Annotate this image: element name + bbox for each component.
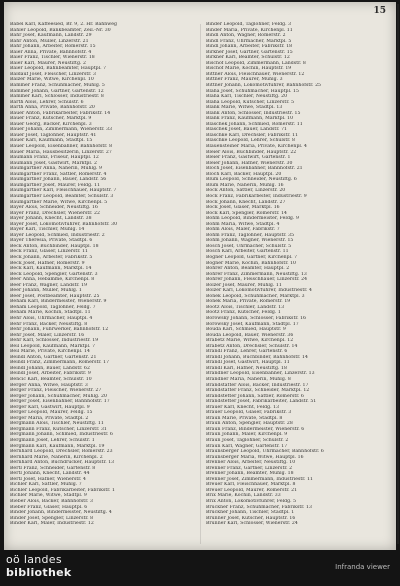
scanned-page [4, 2, 396, 550]
scrollbar[interactable] [397, 4, 399, 544]
directory-entry: Behr Johann, Fuhrwerker, Bahnhofstr. 12 [10, 327, 109, 333]
directory-entry: Blank Marie, Witwe, Stadtpl. 13 [206, 105, 283, 111]
directory-entry: Bleier Johann, Hafner, Wienerstr. 30 [206, 160, 293, 166]
directory-entry: Blaschke Leopold, Lehrer, Schulstr. 8 [206, 138, 295, 144]
directory-entry: Böhm Alois, Maler, Fabrikstr. 7 [206, 227, 280, 233]
directory-entry: Blaschek Johann, Schmied, Römerstr. 11 [206, 121, 303, 127]
directory-entry: Bertl Johann, Knecht, Landstr. 44 [10, 471, 90, 477]
directory-entry: Brunner Josef, Kutscher, Hauptstr. 16 [206, 515, 296, 521]
directory-entry: Bauer Karl, Kaufmann, Stadtpl. 15 [10, 138, 93, 144]
directory-entry: Baier Karl, Maurer, Neustiftg. 2 [10, 60, 86, 66]
directory-entry: Bayer Josef, Lokomotivführer, Bahnhofstr. 30 [10, 221, 118, 227]
directory-entry: Binder Johann, Bindermeister, Neustiftg. 4 [10, 510, 112, 516]
directory-entry: Bergmann Josef, Lehrer, Schulstr. 1 [10, 438, 95, 444]
directory-entry: Blaschke Karl, Drechsler, Fabrikstr. 11 [206, 132, 299, 138]
directory-entry: Brunner Karl, Schlosser, Wienerstr. 24 [206, 521, 298, 527]
directory-entry: Brandstetter Josef, Fabrikarbeiter, Landstr. 51 [206, 399, 317, 405]
directory-entry: Bammer Johann, Gärtner, Gartenstr. 12 [10, 88, 104, 94]
directory-entry: Brix Anton, Lokomotivführer, Feldg. 5 [206, 499, 297, 505]
directory-entry: Berger Johann, Schuhmacher, Mühlg. 20 [10, 393, 107, 399]
directory-entry: Bernhard Marie, Näherin, Kirchenpl. 2 [10, 454, 103, 460]
directory-entry: Birkner Josef, Gärtner, Gartenstr. 15 [206, 49, 293, 55]
column-divider [200, 24, 201, 544]
logo-line-2: bibliothek [6, 566, 72, 579]
logo-line-1: oö landes [6, 553, 62, 566]
directory-entry: Bähr Josef, Kaufmann, Landstr. 29 [10, 33, 92, 39]
directory-entry: Bittner Alois, Fleischhauer, Wienerstr. 12 [206, 71, 305, 77]
directory-entry: Blaschek Josef, Bauer, Landstr. 71 [206, 127, 288, 133]
directory-entry: Brandl Josef, Gastwirt, Hauptpl. 11 [206, 360, 290, 366]
directory-entry: Braunsberger Maria, Witwe, Hauptpl. 16 [206, 454, 304, 460]
directory-entry: Bruckner Johann, Tischler, Stadtpl. 1 [206, 510, 295, 516]
directory-entry: Beer Johann, Müller, Mühlg. 1 [10, 288, 82, 294]
directory-entry: Behr Karl, Schlosser, Industriestr. 19 [10, 338, 99, 344]
directory-entry: Böhm Franz, Taglöhner, Hauptstr. 35 [206, 232, 295, 238]
directory-entry: Bogner Marie, Köchin, Bahnhofstr. 10 [206, 260, 297, 266]
left-column [10, 22, 192, 546]
directory-entry: Bischof Marie, Köchin, Hauptstr. 19 [206, 66, 292, 72]
directory-entry: Bahr Anton, Müller, Linzerstr. 21 [10, 38, 89, 44]
directory-entry: Beil Marie, Private, Kirchenpl. 14 [10, 349, 90, 355]
directory-entry: Bieber Alois, Bäcker, Bahnhofstr. 3 [10, 499, 93, 505]
directory-entry: Bayer Theresia, Private, Stadtpl. 6 [10, 238, 93, 244]
directory-entry: Beck Karl, Kaufmann, Marktpl. 14 [10, 266, 92, 272]
directory-entry: Birkner Karl, Beamter, Schulstr. 12 [206, 55, 290, 61]
directory-entry: Bernhard Anton, Buchdrucker, Hauptstr. 13 [10, 460, 115, 466]
directory-entry: Baier Leopold, Bahnbeamter, Hauptpl. 7 [10, 66, 107, 72]
directory-entry: Brandstetter Johann, Sattler, Römerstr. 6 [206, 393, 304, 399]
directory-entry: Beindl Josef, Arbeiter, Fabrikstr. 9 [10, 371, 91, 377]
directory-entry: Berger Anna, Witwe, Hauptstr. 3 [10, 382, 88, 388]
page-number: 15 [373, 6, 386, 16]
directory-entry: Bolzer Josef, Maurer, Mühlg. 11 [206, 282, 282, 288]
directory-entry: Bauer Leopold, Eisenbahner, Bahnhofstr. 8 [10, 144, 113, 150]
directory-entry: Böhm Leopold, Bindermeister, Feldg. 9 [206, 216, 299, 222]
directory-entry: Braun Johann, Maler, Kirchenpl. 9 [206, 432, 288, 438]
directory-entry: Baumgartner Karl, Fleischhauer, Hauptstr. 7 [10, 188, 117, 194]
directory-entry: Breuer Leopold, Maurer, Römerstr. 21 [206, 487, 298, 493]
directory-entry: Bichler Leopold, Fabrikarbeiter, Fabrikstr. 1 [10, 487, 116, 493]
directory-entry: Bootz Alois, Tischler, Landstr. 13 [206, 304, 285, 310]
directory-entry: Beck Josef, Hafner, Römerstr. 9 [10, 260, 85, 266]
directory-entry: Beindl Johann, Bauer, Landstr. 62 [10, 365, 90, 371]
directory-entry: Bergmann Johann, Schmied, Industriestr. 6 [10, 432, 113, 438]
directory-entry: Blaha Leopold, Kutscher, Linzerstr. 5 [206, 99, 295, 105]
directory-entry: Bichler Marie, Witwe, Stadtpl. 9 [10, 493, 87, 499]
directory-entry: Behr Franz, Bäcker, Neustiftg. 8 [10, 321, 88, 327]
directory-entry: Bleier Alois, Buchbinder, Hauptstr. 22 [206, 149, 297, 155]
directory-entry: Bohrer Anton, Beamter, Hauptpl. 2 [206, 266, 290, 272]
directory-entry: Bittner Johann, Lokomotivführer, Bahnhofstr. 25 [206, 83, 322, 89]
directory-entry: Bertl Franz, Schneider, Gartenstr. 8 [10, 465, 96, 471]
directory-entry: Bohrer Johann, Fleischhauer, Linzerstr. 24 [206, 277, 308, 283]
directory-entry: Borowsky Johann, Schlosser, Fabrikstr. 16 [206, 315, 307, 321]
directory-entry: Beham Leopold, Taglöhner, Feldg. 7 [10, 304, 96, 310]
directory-entry: Brauer Leopold, Glaser, Fabrikstr. 3 [206, 410, 292, 416]
directory-entry: Baumgartner Anna, Näherin, Mühlg. 9 [10, 166, 102, 172]
directory-entry: Bonek Leopold, Schuhmacher, Marktpl. 3 [206, 293, 305, 299]
directory-entry: Bösch Josef, Uhrmacher, Schulstr. 5 [206, 243, 292, 249]
directory-entry: Bock Johann, Knecht, Landstr. 27 [206, 199, 286, 205]
directory-entry: Bammer Franz, Schuhmacher, Mühlg. 5 [10, 83, 105, 89]
directory-entry: Blank Franz, Kaufmann, Marktpl. 10 [206, 116, 294, 122]
directory-entry: Blaha Josef, Schuhmacher, Hauptpl. 15 [206, 88, 299, 94]
directory-entry: Behr Josef, Maler, Linzerstr. 16 [10, 332, 85, 338]
directory-entry: Babel Karl, Kaffeesied, Br. 9, 2. Hr. Bahnweg [10, 22, 118, 27]
directory-entry: Beck Leopold, Spengler, Gartenstr. 3 [10, 271, 98, 277]
directory-entry: Baumgartner Leopold, Beamter, Schulstr. 3 [10, 193, 114, 199]
directory-entry: Beck Johann, Arbeiter, Fabrikstr. 5 [10, 254, 93, 260]
directory-entry: Blum Marie, Näherin, Mühlg. 16 [206, 182, 284, 188]
directory-entry: Bogner Leopold, Gärtner, Kirchenpl. 7 [206, 254, 298, 260]
directory-entry: Brenner Johann, Beamter, Mühlg. 18 [206, 471, 294, 477]
directory-entry: Berger Karl, Gastwirt, Hauptpl. 9 [10, 404, 90, 410]
directory-entry: Bauer Johann, Zimmermann, Wienerstr. 33 [10, 127, 113, 133]
directory-entry: Bichler Karl, Sattler, Mühlg. 7 [10, 482, 82, 488]
directory-entry: Böck Josef, Glaser, Marktpl. 16 [206, 205, 280, 211]
directory-entry: Beck Anton, Buchbinder, Hauptpl. 18 [10, 243, 99, 249]
directory-entry: Bernhard Leopold, Drechsler, Römerstr. 23 [10, 449, 113, 455]
directory-entry: Brandl Franz, Lehrer, Gartenstr. 6 [206, 349, 288, 355]
directory-entry: Brauer Karl, Knecht, Feldg. 13 [206, 404, 280, 410]
directory-entry: Binder Josef, Spengler, Linzerstr. 8 [10, 515, 94, 521]
directory-entry: Beham Karl, Bindermeister, Wienerstr. 9 [10, 299, 107, 305]
directory-entry: Behr Alois, Uhrmacher, Hauptpl. 4 [10, 315, 93, 321]
directory-entry: Bock Anton, Sattler, Linzerstr. 20 [206, 188, 286, 194]
directory-entry: Böhm Johann, Wagner, Wienerstr. 15 [206, 238, 294, 244]
directory-entry: Bock Franz, Fabrikarbeiter, Industriestr. 9 [206, 193, 307, 199]
directory-entry: Blum Leopold, Schneider, Neustiftg. 6 [206, 177, 297, 183]
directory-entry: Binder Karl, Maler, Industriestr. 12 [10, 521, 94, 527]
directory-entry: Breuer Karl, Fleischhauer, Marktpl. 8 [206, 482, 296, 488]
directory-entry: Brandner Maria, Näherin, Mühlg. 8 [206, 377, 291, 382]
directory-entry: Brabetz Marie, Witwe, Kirchenpl. 12 [206, 338, 294, 344]
directory-entry: Baumgartner Marie, Witwe, Kirchenpl. 5 [10, 199, 108, 205]
directory-entry: Bergmann Franz, Kutscher, Linzerstr. 31 [10, 426, 107, 432]
directory-entry: Braun Marie, Private, Stadtpl. 8 [206, 415, 283, 421]
directory-entry: Bolzer Karl, Lokomotivführer, Industriestr. 4 [206, 288, 312, 294]
directory-entry: Bauer Josef, Taglöhner, Hauptstr. 41 [10, 132, 97, 138]
directory-entry: Bayer Johann, Knecht, Landstr. 38 [10, 216, 92, 222]
directory-entry: Beer Anna, Hebamme, Kirchenpl. 8 [10, 277, 95, 283]
directory-entry: Baldauf Josef, Fleischer, Linzerstr. 3 [10, 71, 97, 77]
directory-entry: Braun Karl, Wagner, Gartenstr. 17 [206, 443, 288, 449]
directory-entry: Beil Leopold, Kaufmann, Marktpl. 7 [10, 343, 96, 349]
directory-entry: Bindl Johann, Arbeiter, Fabrikstr. 18 [206, 44, 293, 50]
directory-entry: Brandner Leopold, Eisenbahner, Linzerstr. 13 [206, 371, 315, 377]
directory-entry: Braun Anton, Spengler, Hauptstr. 28 [206, 421, 293, 427]
directory-entry: Bleier Franz, Gastwirt, Gartenstr. 1 [206, 155, 291, 161]
directory-entry: Beindl Franz, Zimmermann, Römerstr. 17 [10, 360, 110, 366]
directory-entry: Brandl Karl, Hafner, Neustiftg. 18 [206, 365, 287, 371]
directory-entry: Brix Marie, Köchin, Landstr. 33 [206, 493, 281, 499]
directory-entry: Bieber Franz, Glaser, Hauptpl. 6 [10, 504, 88, 510]
directory-entry: Berger Josef, Eisenbahner, Bahnhofstr. 17 [10, 399, 110, 405]
directory-entry: Binder Leopold, Taglöhner, Feldg. 3 [206, 22, 292, 27]
directory-entry: Brenner Franz, Gärtner, Linzerstr. 2 [206, 465, 293, 471]
directory-entry: Baier Anna, Private, Bahnhofstr. 4 [10, 49, 92, 55]
directory-entry: Bittner Franz, Maurer, Mühlg. 3 [206, 77, 283, 83]
directory-entry: Berger Franz, Fleischer, Wienerstr. 27 [10, 388, 102, 394]
directory-entry: Baumgartner Josef, Maurer, Feldg. 11 [10, 182, 101, 188]
directory-entry: Bauer Franz, Kutscher, Marktpl. 9 [10, 116, 92, 122]
directory-entry: Bammer Karl, Schlosser, Industriestr. 8 [10, 94, 104, 100]
directory-entry: Beer Franz, Wagner, Landstr. 19 [10, 282, 88, 288]
directory-entry: Bayer Alois, Schneider, Neustiftg. 16 [10, 205, 98, 211]
directory-entry: Brandstätter Alois, Bäcker, Industriestr. 17 [206, 382, 309, 388]
directory-entry: Berger Maria, Private, Stadtpl. 2 [10, 415, 89, 421]
library-logo[interactable] [6, 553, 106, 583]
directory-entry: Barth Alois, Lehrer, Schulstr. 6 [10, 99, 84, 105]
directory-entry: Beck Franz, Glaser, Linzerstr. 11 [10, 249, 89, 255]
directory-entry: Bruckner Franz, Schuhmacher, Fabrikstr. 13 [206, 504, 312, 510]
directory-entry: Braun Franz, Bindermeister, Wienerstr. 6 [206, 426, 305, 432]
directory-entry: Baumgartner Franz, Sattler, Römerstr. 4 [10, 171, 107, 177]
directory-entry: Bauer Maria, Hausbesitzerin, Linzerstr. 27 [10, 149, 112, 155]
directory-entry: Bonek Maria, Private, Römerstr. 19 [206, 299, 291, 305]
directory-entry: Blauensteiner Maria, Private, Kirchenpl. 4 [206, 144, 307, 150]
directory-entry: Bergmann Karl, Kaufmann, Marktpl. 19 [10, 443, 105, 449]
directory-entry: Braun Josef, Taglöhner, Schulstr. 2 [206, 438, 289, 444]
directory-entry: Brenner Alois, Arbeiter, Neustiftg. 10 [206, 460, 296, 466]
directory-entry: Brandstätter Franz, Schneider, Marktpl. 12 [206, 388, 310, 394]
directory-entry: Braunsberger Leopold, Uhrmacher, Bahnhofstr. 6 [206, 449, 324, 455]
directory-entry: Beer Josef, Postbeamter, Hauptstr. 25 [10, 293, 100, 299]
directory-entry: Bloch Josef, Eisenbahner, Bahnhofstr. 21 [206, 166, 303, 172]
directory-entry: Bouda Karl, Schmied, Hauptstr. 9 [206, 327, 286, 333]
directory-entry: Bauer Georg, Bäcker, Kirchenpl. 3 [10, 121, 92, 127]
directory-entry: Baumann Franz, Friseur, Hauptpl. 12 [10, 155, 99, 161]
directory-entry: Barth Anna, Private, Bahnhofstr. 20 [10, 105, 95, 111]
directory-entry: Bertl Josef, Hafner, Wienerstr. 4 [10, 476, 87, 482]
directory-entry: Brabetz Anton, Drechsler, Schulstr. 14 [206, 343, 298, 349]
directory-entry: Binder Maria, Private, Kirchenpl. 11 [206, 27, 293, 33]
directory-entry: Böck Karl, Spengler, Römerstr. 14 [206, 210, 288, 216]
directory-entry: Baumgartner Johann, Bauer, Landstr. 56 [10, 177, 107, 183]
directory-entry: Bencic Karl, Beamter, Schulstr. 10 [10, 377, 92, 382]
directory-entry: Berger Leopold, Maurer, Feldg. 15 [10, 410, 93, 416]
directory-entry: Bischof Leopold, Zimmermann, Landstr. 8 [206, 60, 306, 66]
directory-entry: Bahr Johann, Arbeiter, Römerstr. 15 [10, 44, 96, 50]
directory-entry: Bootz Franz, Kutscher, Feldg. 1 [206, 310, 281, 316]
directory-entry: Baumann Josef, Gastwirt, Marktpl. 2 [10, 160, 97, 166]
directory-entry: Blank Anton, Schlosser, Industriestr. 15 [206, 110, 301, 116]
directory-entry: Bergmann Alois, Tischler, Neustiftg. 11 [10, 421, 104, 427]
directory-entry: Bouda Leopold, Bauer, Wienerstr. 36 [206, 332, 294, 338]
directory-entry: Beham Marie, Köchin, Stadtpl. 11 [10, 310, 91, 316]
directory-entry: Borowsky Josef, Kaufmann, Stadtpl. 17 [206, 321, 299, 327]
directory-entry: Bohrer Franz, Zimmermann, Neustiftg. 13 [206, 271, 307, 277]
viewer-link[interactable]: Infranda viewer [335, 563, 390, 571]
directory-entry: Balzer Marie, Witwe, Kirchenpl. 10 [10, 77, 94, 83]
directory-entry: Blaha Karl, Tischler, Neustiftg. 20 [206, 94, 288, 100]
directory-entry: Böhm Maria, Witwe, Stadtpl. 4 [206, 221, 280, 227]
directory-entry: Bahler Leopold, Bankbeamter, Zeil.-Nr. 30 [10, 27, 111, 33]
directory-entry: Brenner Josef, Zimmermann, Industriestr. 11 [206, 476, 314, 482]
directory-entry: Bindl Anton, Wagner, Römerstr. 2 [206, 33, 286, 39]
directory-entry: Baier Franz, Tischler, Wienerstr. 18 [10, 55, 95, 61]
directory-entry: Bayer Franz, Drechsler, Wienerstr. 22 [10, 210, 101, 216]
directory-entry: Bauer Anton, Fabrikarbeiter, Fabrikstr. 14 [10, 110, 111, 116]
directory-entry: Bloch Karl, Bäcker, Hauptpl. 20 [206, 171, 282, 177]
directory-entry: Bayer Leopold, Schmied, Industriestr. 2 [10, 232, 105, 238]
directory-entry: Bösch Karl, Arbeiter, Gartenstr. 11 [206, 249, 289, 255]
right-column [206, 22, 388, 546]
directory-entry: Beindl Anton, Gärtner, Gartenstr. 21 [10, 354, 97, 360]
directory-entry: Brandl Johann, Buchbinder, Bahnhofstr. 14 [206, 354, 308, 360]
directory-entry: Bayer Karl, Tischler, Mühlg. 14 [10, 227, 85, 233]
directory-entry: Bindl Franz, Uhrmacher, Marktpl. 5 [206, 38, 292, 44]
